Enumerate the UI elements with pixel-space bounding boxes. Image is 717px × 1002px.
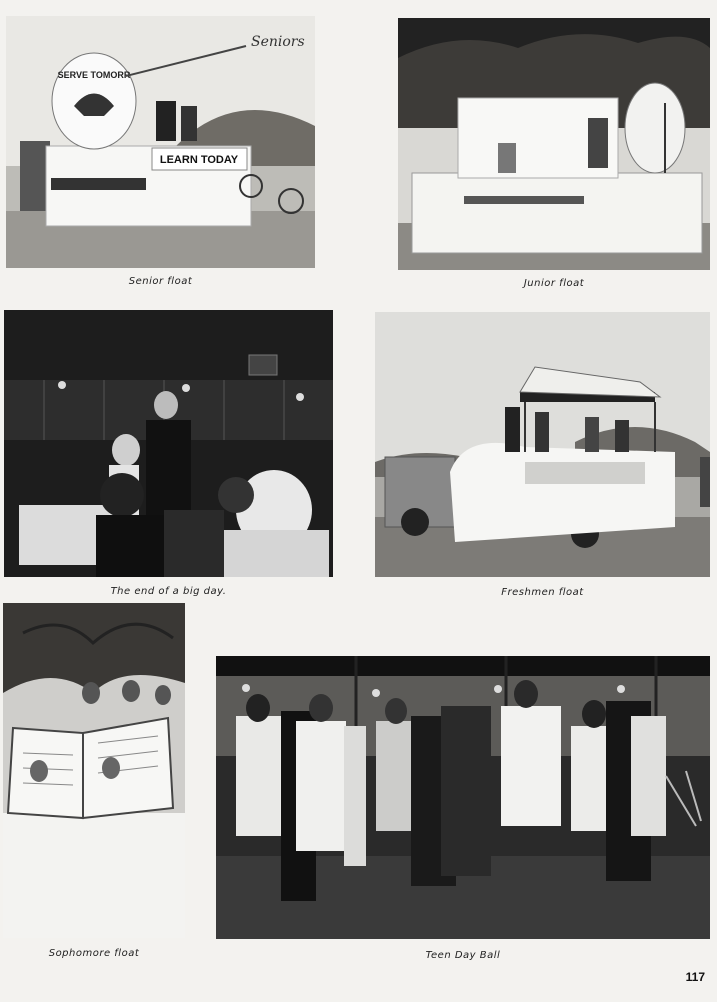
end-of-day-image: [4, 310, 333, 577]
sophomore-float-photo: [3, 603, 185, 938]
learn-today-sign: LEARN TODAY: [159, 154, 239, 166]
teen-day-ball-caption: Teen Day Ball: [425, 950, 501, 961]
freshmen-float-image: [375, 312, 710, 577]
end-of-day-photo: [4, 310, 333, 577]
senior-float-image: [6, 16, 315, 268]
sophomore-float-image: [3, 603, 185, 938]
sophomore-float-caption: Sophomore float: [48, 948, 140, 959]
junior-float-photo: [398, 18, 710, 270]
page-number: 117: [685, 970, 705, 984]
teen-day-ball-image: [216, 656, 710, 939]
junior-float-caption: Junior float: [523, 278, 585, 289]
senior-float-photo: [6, 16, 315, 268]
end-of-day-caption: The end of a big day.: [110, 586, 227, 597]
serve-tomorrow-sign: SERVE TOMORR: [57, 70, 131, 80]
freshmen-float-caption: Freshmen float: [501, 587, 584, 598]
freshmen-float-photo: [375, 312, 710, 577]
teen-day-ball-photo: [216, 656, 710, 939]
junior-float-image: [398, 18, 710, 270]
senior-float-caption: Senior float: [128, 276, 193, 287]
seniors-script: Seniors: [251, 34, 305, 50]
